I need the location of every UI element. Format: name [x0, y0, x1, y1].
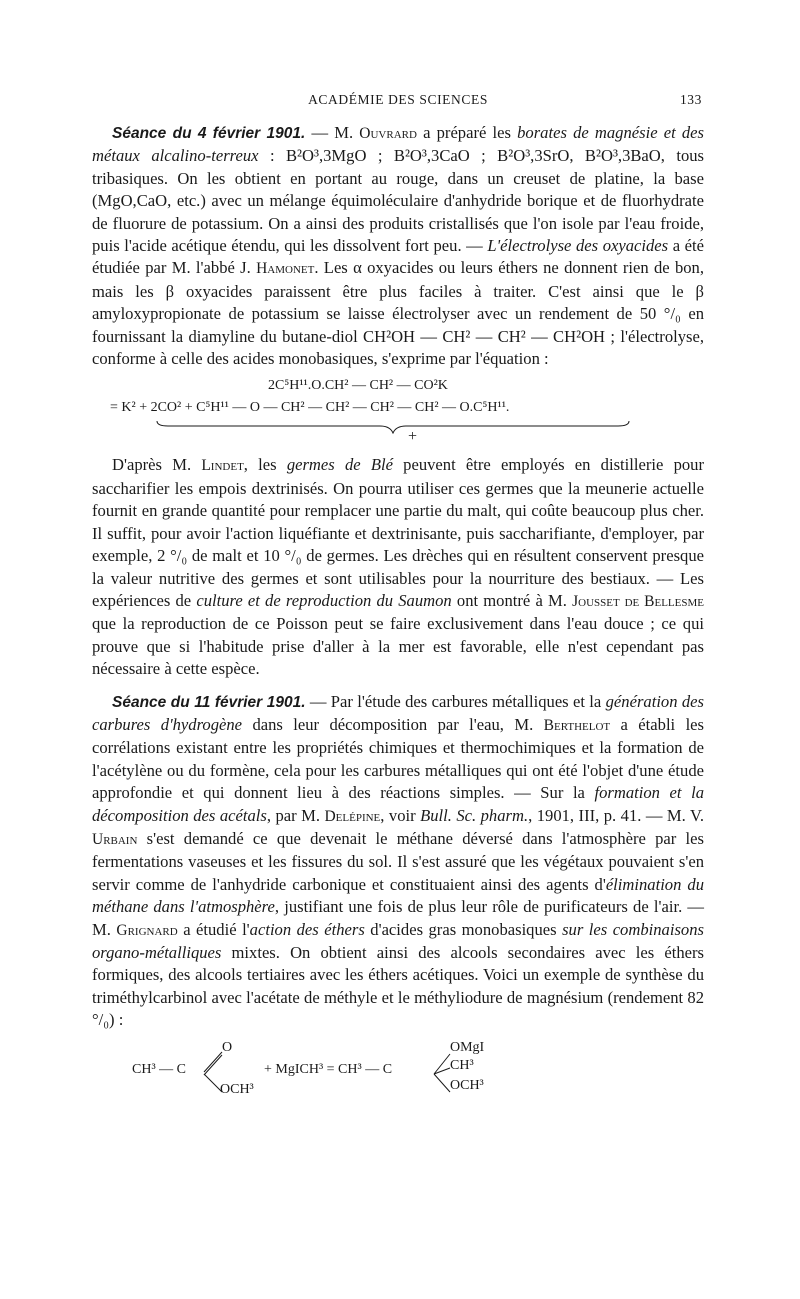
text: — M.: [305, 123, 360, 142]
methoxy-label: OCH³: [450, 1077, 484, 1093]
grignard-equation: [92, 1038, 704, 1108]
text: que la reproduction de ce Poisson peut se faire exclusivement dans l'eau douce ; ce qui prouve que si l'habitude prise d'aller à la mer est favorable, elle n'est cependant pas nécessaire à cette espèce.: [92, 614, 704, 679]
italic-topic: génération des carbures d'hydrogène: [92, 691, 704, 734]
equation-plus: +: [408, 428, 418, 446]
document-page: [92, 92, 704, 1108]
text: — Par l'étude des carbures métalliques et la: [305, 691, 606, 711]
italic-topic: action des éthers: [249, 919, 365, 939]
author-name: Berthelot: [543, 716, 611, 734]
italic-topic: borates de magnésie et des métaux alcalino-terreux: [92, 123, 704, 166]
text: ont montré à M.: [451, 590, 573, 610]
page-number: 133: [679, 92, 702, 107]
paragraph-seance-11-fevrier: [92, 691, 704, 1032]
text: D'après M.: [112, 455, 202, 475]
text: , par M.: [266, 805, 325, 825]
text: : B²O³,3MgO ; B²O³,3CaO ; B²O³,3SrO, B²O³,3BaO, tous tribasiques. On les obtient en portant au rouge, dans un creuset de platine, la base (MgO,CaO, etc.) avec un mélange équimoléculaire d'anhydride borique et de fluorhydrate de fluorure de potassium. On a ainsi des produits cristallisés que l'on isole par l'eau froide, puis l'acide acétique étendu, qui les dissolvent fort peu. —: [92, 146, 704, 256]
bond-lines-icon: [432, 1048, 452, 1096]
italic-citation: Bull. Sc. pharm.: [420, 805, 529, 825]
author-name: Grignard: [116, 921, 178, 939]
text: dans leur décomposition par l'eau, M.: [242, 714, 544, 734]
author-name: Ouvrard: [359, 125, 417, 142]
equation-middle: + MgICH³ = CH³ — C: [264, 1061, 393, 1077]
author-name: Jousset de Bellesme: [572, 592, 704, 610]
running-head: [92, 92, 704, 114]
text: a étudié l': [177, 919, 250, 939]
paragraph-seance-4-fevrier: [92, 122, 704, 370]
author-name: Delépine: [324, 807, 381, 825]
equation-line-2: = K² + 2CO² + C⁵H¹¹ — O — CH² — CH² — CH² — CH² — O.C⁵H¹¹.: [110, 400, 510, 416]
text: s'est demandé ce que devenait le méthane déversé dans l'atmosphère par les fermentations vaseuses et les fissures du sol. Il s'est assuré que les végétaux pouvaient s'en servir comme de l'anhydride carbonique et constituaient ainsi des agents d': [92, 828, 704, 894]
italic-topic: culture et de reproduction du Saumon: [196, 590, 452, 610]
methyl-label: CH³: [450, 1057, 474, 1073]
italic-topic: germes de Blé: [286, 455, 393, 475]
text: d'acides gras monobasiques: [364, 919, 563, 939]
author-name: Urbain: [92, 830, 138, 848]
methoxy-label: OCH³: [220, 1081, 254, 1097]
omgi-label: OMgI: [450, 1039, 485, 1055]
text: a préparé les: [416, 123, 518, 142]
italic-topic: sur les combinaisons organo-métalliques: [92, 919, 704, 962]
session-heading: Séance du 11 février 1901.: [112, 693, 306, 711]
text: peuvent être employés en distillerie pour saccharifier les empois dextrinisés. On pourra utiliser ces germes que la meunerie actuelle fournit en grande quantité pour remplacer une partie du malt, qui coûte beaucoup plus cher. Il suffit, pour avoir l'action liquéfiante et dextrinisante, puis saccharifiante, d'employer, par exemple, 2 °/₀ de malt et 10 °/₀ de germes. Les drèches qui en résultent conservent presque la valeur nutritive des germes et sont utilisables pour la nourriture des bestiaux. — Les expériences de: [92, 455, 704, 610]
text: mixtes. On obtient ainsi des alcools secondaires avec les éthers formiques, des alcools tertiaires avec les éthers acétiques. Voici un exemple de synthèse du triméthylcarbinol avec l'acétate de méthyle et le méthyliodure de magnésium (rendement 82 °/₀) :: [92, 943, 704, 1030]
session-heading: Séance du 4 février 1901.: [112, 125, 306, 142]
running-title: ACADÉMIE DES SCIENCES: [308, 92, 488, 107]
text: a établi les corrélations existant entre les propriétés chimiques et thermochimiques et la formation de l'acétylène ou du formène, cela pour les carbures métalliques qui ont été l'objet d'une étude approfondie et qui donnent lieu à des réactions simples. — Sur la: [92, 714, 704, 803]
equation-left: CH³ — C: [132, 1061, 186, 1077]
text: a été étudiée par M. l'abbé J.: [92, 236, 705, 278]
equation-line-1: 2C⁵H¹¹.O.CH² — CH² — CO²K: [268, 378, 448, 394]
italic-topic: L'électrolyse des oxyacides: [487, 236, 669, 256]
paragraph-lindet: [92, 454, 704, 680]
author-name: Hamonet: [256, 260, 315, 278]
text: . Les α oxyacides ou leurs éthers ne donnent rien de bon, mais les β oxyacides paraissent être plus faciles à traiter. C'est ainsi que le β amyloxypropionate de potassium se laisse électrolyser avec un rendement de 50 °/₀ en fournissant la diamyline du butane-diol CH²OH — CH² — CH² — CH²OH ; l'électrolyse, conforme à celle des acides monobasiques, s'exprime par l'équation :: [92, 258, 704, 369]
oxygen-label: O: [222, 1039, 233, 1055]
electrolysis-equation: [92, 378, 704, 444]
italic-topic: élimination du méthane dans l'atmosphère: [92, 874, 704, 917]
text: , voir: [380, 805, 421, 825]
underbrace-icon: [156, 420, 630, 434]
text: , les: [243, 455, 287, 475]
text: , 1901, III, p. 41. — M. V.: [528, 805, 704, 825]
text: , justifiant une fois de plus leur rôle de purificateurs de l'air. — M.: [92, 897, 704, 939]
italic-topic: formation et la décomposition des acétals: [92, 783, 705, 825]
author-name: Lindet: [201, 457, 244, 475]
